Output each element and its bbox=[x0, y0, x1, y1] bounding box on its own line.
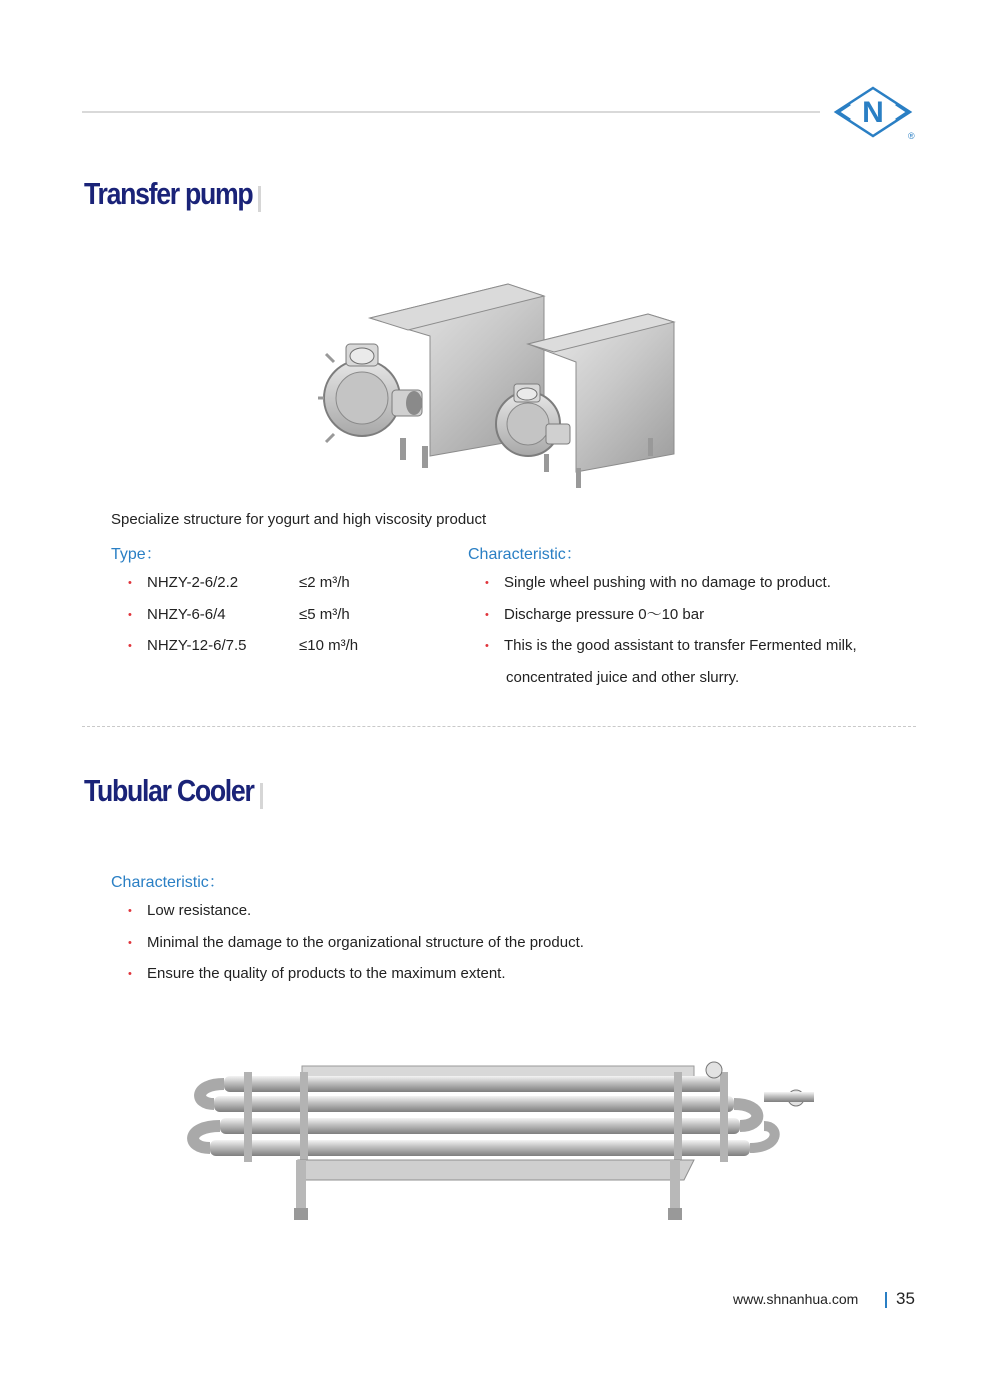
bullet-dot-icon: • bbox=[128, 640, 132, 652]
brand-logo bbox=[828, 84, 918, 144]
type-model: NHZY-2-6/2.2 bbox=[147, 574, 239, 591]
characteristic-text: This is the good assistant to transfer Fermented milk, bbox=[504, 637, 857, 654]
pump-characteristic-label: Characteristic： bbox=[468, 546, 582, 563]
pump-characteristic-list bbox=[485, 572, 924, 698]
title-accent-bar bbox=[260, 783, 263, 809]
tubular-cooler-title: Tubular Cooler bbox=[84, 773, 254, 808]
type-item bbox=[128, 604, 447, 636]
characteristic-item bbox=[128, 900, 747, 932]
section-divider bbox=[82, 726, 916, 727]
characteristic-text: Minimal the damage to the organizational structure of the product. bbox=[147, 933, 584, 951]
registered-mark: ® bbox=[908, 131, 915, 141]
page-number: 35 bbox=[896, 1289, 915, 1308]
characteristic-item bbox=[485, 604, 924, 636]
footer-url[interactable]: www.shnanhua.com bbox=[733, 1291, 859, 1307]
type-item bbox=[128, 572, 447, 604]
cooler-characteristic-label: Characteristic： bbox=[111, 874, 225, 891]
bullet-dot-icon: • bbox=[485, 640, 489, 652]
bullet-dot-icon: • bbox=[128, 577, 132, 589]
type-model: NHZY-12-6/7.5 bbox=[147, 637, 247, 654]
header-rule bbox=[82, 111, 820, 113]
tubular-cooler-image bbox=[184, 1056, 826, 1224]
characteristic-item bbox=[128, 932, 747, 964]
bullet-dot-icon: • bbox=[128, 608, 132, 621]
bullet-dot-icon: • bbox=[128, 905, 132, 917]
bullet-dot-icon: • bbox=[128, 936, 132, 949]
transfer-pump-intro: Specialize structure for yogurt and high viscosity product bbox=[111, 511, 487, 528]
bullet-dot-icon: • bbox=[128, 968, 132, 980]
type-flow: ≤10 m³/h bbox=[299, 637, 359, 654]
type-flow: ≤5 m³/h bbox=[299, 605, 350, 623]
characteristic-text: Ensure the quality of products to the maximum extent. bbox=[147, 965, 506, 982]
characteristic-text: Discharge pressure 0～10 bar bbox=[504, 605, 705, 623]
bullet-dot-icon: • bbox=[485, 608, 489, 621]
type-list bbox=[128, 572, 447, 667]
characteristic-text: Low resistance. bbox=[147, 902, 252, 919]
characteristic-continuation: concentrated juice and other slurry. bbox=[506, 668, 740, 686]
cooler-characteristic-list bbox=[128, 900, 747, 995]
characteristic-item bbox=[128, 963, 747, 995]
transfer-pump-title: Transfer pump bbox=[84, 176, 253, 211]
transfer-pump-image bbox=[318, 278, 680, 494]
type-item bbox=[128, 635, 447, 667]
characteristic-text: Single wheel pushing with no damage to product. bbox=[504, 574, 831, 591]
type-model: NHZY-6-6/4 bbox=[147, 605, 226, 623]
type-label: Type： bbox=[111, 546, 162, 563]
characteristic-item bbox=[485, 635, 924, 667]
footer-divider bbox=[885, 1292, 887, 1308]
logo-letter: N bbox=[862, 96, 884, 129]
type-flow: ≤2 m³/h bbox=[299, 574, 350, 591]
title-accent-bar bbox=[258, 186, 261, 212]
bullet-dot-icon: • bbox=[485, 577, 489, 589]
characteristic-item bbox=[485, 572, 924, 604]
